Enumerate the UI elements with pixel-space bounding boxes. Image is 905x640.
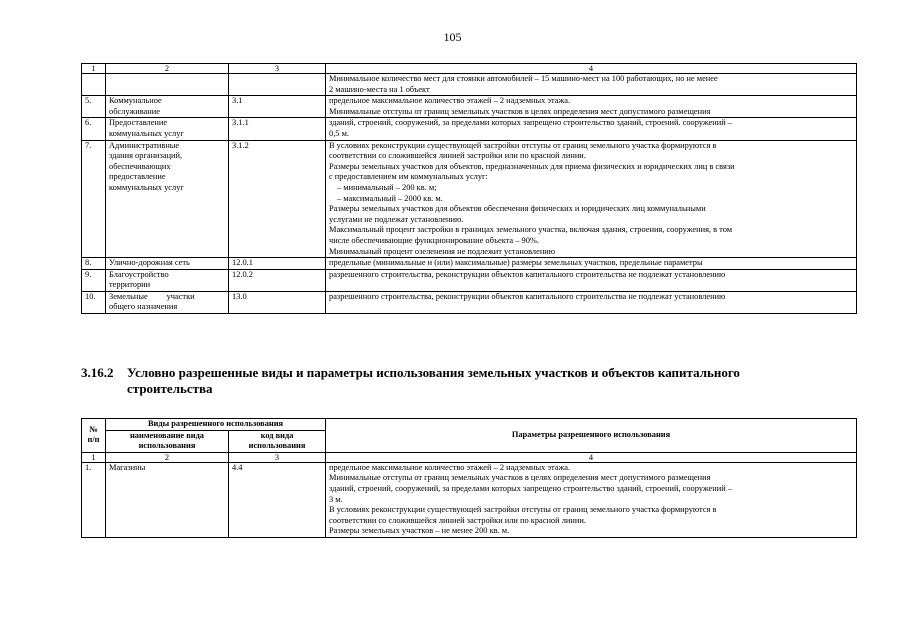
table-row: 7. Административные здания организаций, обеспечивающих предоставление коммунальных услуг 3.1.2 В условиях реконструкции существующей застройки отступы от границ земельного участка формируются в соответствии со сложившейся линией застройки или по красной линии. Размеры земельных участков для объектов, предназначенных для приема физических и юридических лиц в связи с предоставлением им коммунальных услуг: – минимальный – 200 кв. м; – максимальный – 2000 кв. м. Размеры земельных участков для объектов обеспечения физических и юридических лиц коммунальными услугами не подлежат установлению. Максимальный процент застройки в границах земельного участка, включая здания, строения, сооружения, в том числе обеспечивающие функционирование объекта – 90%. Минимальный процент озеленения не подлежит установлению [82,140,857,258]
use-code-cell: 3.1.2 [229,140,326,258]
params-cell: предельные (минимальные и (или) максимальные) размеры земельных участков, предельные параметры [326,258,857,270]
params-cell: разрешенного строительства, реконструкции объектов капитального строительства не подлежат установлению [326,291,857,313]
col-number: 1 [82,64,106,74]
column-number-row [82,64,857,74]
use-code-cell: 3.1 [229,96,326,118]
use-name-cell: Земельные участки общего назначения [106,291,229,313]
num-header: № п/п [82,419,106,453]
column-number-row [82,452,857,462]
col-number: 2 [106,452,229,462]
section-title-continued: строительства [127,381,213,396]
params-header: Параметры разрешенного использования [326,419,857,453]
col-number: 4 [326,452,857,462]
use-name-cell: Магазины [106,462,229,537]
col-number: 2 [106,64,229,74]
name-header: наименование вида использования [106,430,229,452]
table-row: 5. Коммунальное обслуживание 3.1 предельное максимальное количество этажей – 2 надземных этажа. Минимальные отступы от границ земельных участков в целях определения мест допустимого размещения [82,96,857,118]
col-number: 3 [229,64,326,74]
section-heading [81,365,861,397]
use-code-cell: 3.1.1 [229,118,326,140]
params-cell: Минимальное количество мест для стоянки автомобилей – 15 машино-мест на 100 работающих, но не менее 2 машино-места на 1 объект [326,74,857,96]
table-row [82,74,857,96]
table-row: 8. Улично-дорожная сеть 12.0.1 предельные (минимальные и (или) максимальные) размеры земельных участков, предельные параметры [82,258,857,270]
conditional-uses-table [81,418,857,538]
use-name-cell: Коммунальное обслуживание [106,96,229,118]
params-cell: В условиях реконструкции существующей застройки отступы от границ земельного участка формируются в соответствии со сложившейся линией застройки или по красной линии. Размеры земельных участков для объектов, предназначенных для приема физических и юридических лиц в связи с предоставлением им коммунальных услуг: – минимальный – 200 кв. м; – максимальный – 2000 кв. м. Размеры земельных участков для объектов обеспечения физических и юридических лиц коммунальными услугами не подлежат установлению. Максимальный процент застройки в границах земельного участка, включая здания, строения, сооружения, в том числе обеспечивающие функционирование объекта – 90%. Минимальный процент озеленения не подлежит установлению [326,140,857,258]
code-header: код вида использования [229,430,326,452]
use-code-cell: 4.4 [229,462,326,537]
use-name-cell: Административные здания организаций, обеспечивающих предоставление коммунальных услуг [106,140,229,258]
use-code-cell: 13.0 [229,291,326,313]
use-name-cell: Предоставление коммунальных услуг [106,118,229,140]
use-name-cell: Благоустройство территории [106,269,229,291]
params-cell: предельное максимальное количество этажей – 2 надземных этажа. Минимальные отступы от границ земельных участков в целях определения мест допустимого размещения [326,96,857,118]
permitted-uses-table [81,63,857,314]
table-row: 6. Предоставление коммунальных услуг 3.1.1 зданий, строений, сооружений, за пределами которых запрещено строительство зданий, строений. сооружений – 0,5 м. [82,118,857,140]
params-cell: разрешенного строительства, реконструкции объектов капитального строительства не подлежат установлению [326,269,857,291]
types-group-header: Виды разрешенного использования [106,419,326,431]
table-row: 1. Магазины 4.4 предельное максимальное количество этажей – 2 надземных этажа. Минимальные отступы от границ земельных участков в целях определения мест допустимого размещения зданий, строений, сооружений, за пределами которых запрещено строительство зданий, строений, сооружений – 3 м. В условиях реконструкции существующей застройки отступы от границ земельного участка формируются в соответствии со сложившейся линией застройки или по красной линии. Размеры земельных участков – не менее 200 кв. м. [82,462,857,537]
page-number: 105 [443,30,462,44]
section-number: 3.16.2 [81,365,114,380]
table-row: 10. Земельные участки общего назначения 13.0 разрешенного строительства, реконструкции объектов капитального строительства не подлежат установлению [82,291,857,313]
use-code-cell: 12.0.2 [229,269,326,291]
header-row [82,419,857,431]
col-number: 4 [326,64,857,74]
use-code-cell: 12.0.1 [229,258,326,270]
col-number: 3 [229,452,326,462]
section-title: Условно разрешенные виды и параметры использования земельных участков и объектов капитального [127,365,740,380]
col-number: 1 [82,452,106,462]
table-row: 9. Благоустройство территории 12.0.2 разрешенного строительства, реконструкции объектов капитального строительства не подлежат установлению [82,269,857,291]
params-cell: предельное максимальное количество этажей – 2 надземных этажа. Минимальные отступы от границ земельных участков в целях определения мест допустимого размещения зданий, строений, сооружений, за пределами которых запрещено строительство зданий, строений, сооружений – 3 м. В условиях реконструкции существующей застройки отступы от границ земельного участка формируются в соответствии со сложившейся линией застройки или по красной линии. Размеры земельных участков – не менее 200 кв. м. [326,462,857,537]
use-name-cell: Улично-дорожная сеть [106,258,229,270]
params-cell: зданий, строений, сооружений, за пределами которых запрещено строительство зданий, строений. сооружений – 0,5 м. [326,118,857,140]
